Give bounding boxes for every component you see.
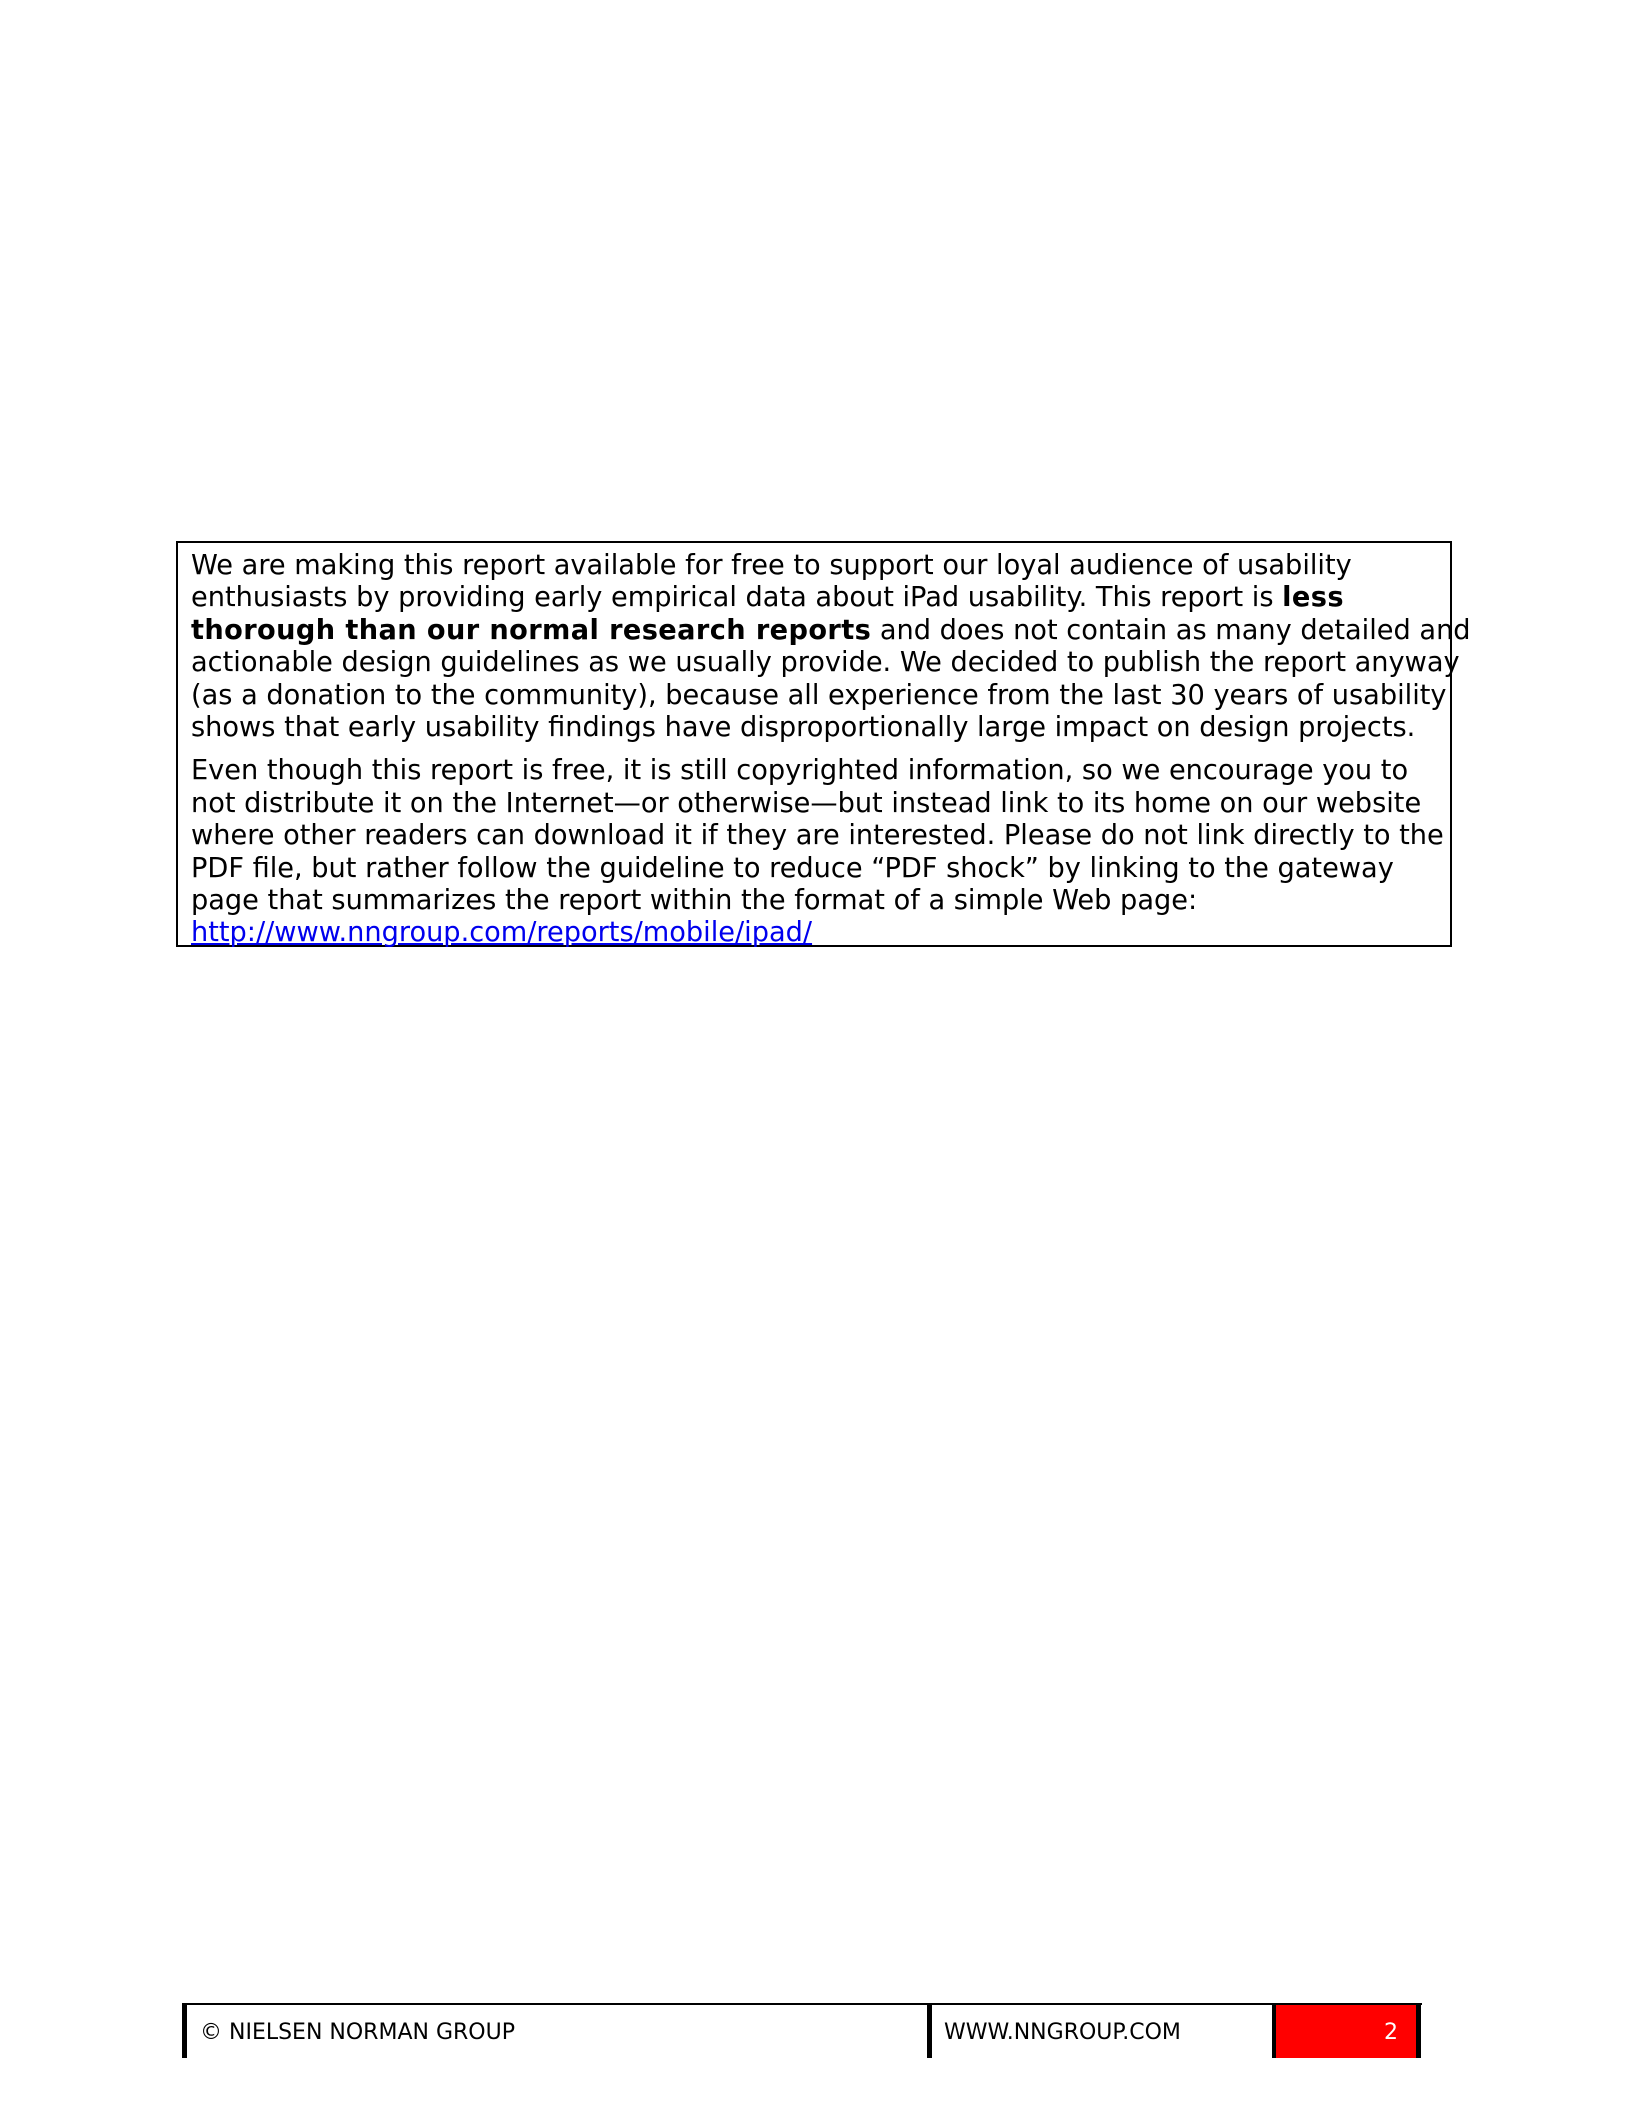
footer-divider bbox=[1416, 2005, 1421, 2058]
notice-text: and does not contain as many detailed and bbox=[871, 614, 1471, 646]
notice-line bbox=[191, 614, 1471, 647]
notice-line: shows that early usability findings have disproportionally large impact on design projects. bbox=[191, 712, 1416, 744]
notice-line: (as a donation to the community), because all experience from the last 30 years of usability bbox=[191, 679, 1447, 711]
notice-paragraph-1 bbox=[191, 550, 1471, 744]
notice-emphasis: thorough than our normal research reports bbox=[191, 614, 872, 646]
footer-divider bbox=[927, 2005, 932, 2058]
notice-line: PDF file, but rather follow the guideline to reduce “PDF shock” by linking to the gateway bbox=[191, 852, 1394, 884]
footer-copyright: © NIELSEN NORMAN GROUP bbox=[200, 2020, 515, 2045]
notice-text: enthusiasts by providing early empirical data about iPad usability. This report is bbox=[191, 582, 1283, 614]
notice-line: actionable design guidelines as we usually provide. We decided to publish the report anyway bbox=[191, 647, 1460, 679]
notice-line: Even though this report is free, it is still copyrighted information, so we encourage you to bbox=[191, 755, 1409, 787]
notice-line: page that summarizes the report within the format of a simple Web page: bbox=[191, 885, 1198, 917]
footer-divider bbox=[182, 2005, 187, 2058]
notice-paragraph-2 bbox=[191, 755, 1444, 949]
notice-line: where other readers can download it if they are interested. Please do not link directly to the bbox=[191, 820, 1444, 852]
page-number-box bbox=[1276, 2005, 1416, 2058]
footer-website: WWW.NNGROUP.COM bbox=[944, 2020, 1181, 2045]
notice-emphasis: less bbox=[1282, 582, 1344, 614]
notice-box bbox=[176, 541, 1471, 949]
notice-line bbox=[191, 582, 1438, 614]
notice-line: We are making this report available for free to support our loyal audience of usability bbox=[191, 550, 1352, 581]
report-link[interactable]: http://www.nngroup.com/reports/mobile/ipad/ bbox=[191, 917, 813, 949]
page-number: 2 bbox=[1384, 2020, 1398, 2045]
page-footer bbox=[182, 2003, 1422, 2058]
notice-line: not distribute it on the Internet—or otherwise—but instead link to its home on our website bbox=[191, 787, 1422, 819]
